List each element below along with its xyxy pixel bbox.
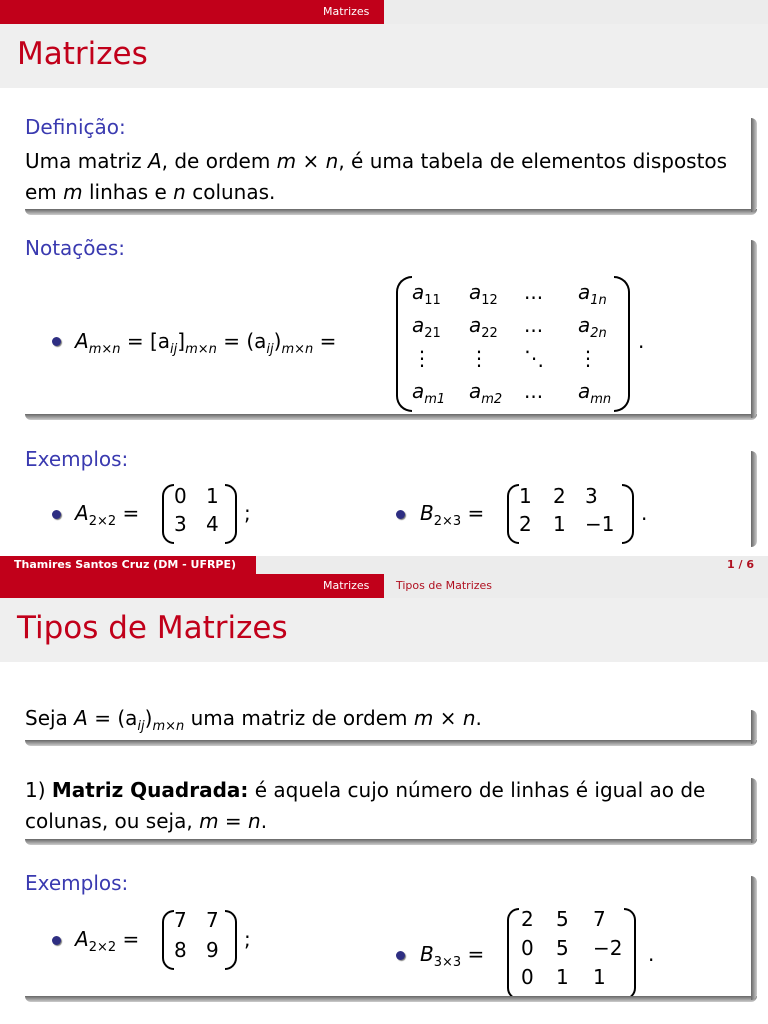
matrix-cell: $a_{12}$ [469, 280, 498, 308]
matrix-cell: $a_{11}$ [412, 280, 441, 308]
slide2-title-bar [0, 598, 768, 662]
intro-shadow-right [751, 710, 757, 744]
matrix-cell: 1 [593, 965, 606, 989]
intro-shadow [25, 740, 757, 746]
example-b-period: . [641, 501, 648, 525]
square-matrix-text: 1) Matriz Quadrada: é aquela cujo número de linhas é igual ao de colunas, ou seja, m = n. [25, 778, 706, 833]
matrix-cell: $a_{2n}$ [578, 313, 607, 341]
matrix-cell: 0 [521, 936, 534, 960]
matrix-cell: 0 [521, 965, 534, 989]
matrix-cell: 2 [553, 484, 566, 508]
matrix-cell: 7 [206, 908, 219, 932]
matrix-cell: ⋱ [524, 346, 544, 370]
footer-author: Thamires Santos Cruz (DM - UFRPE) [14, 558, 237, 571]
example2-a-left-paren [162, 910, 174, 970]
square-shadow [25, 839, 757, 845]
matrix-cell: 5 [556, 907, 569, 931]
matrix-cell: $a_{1n}$ [578, 280, 607, 308]
bullet-icon [396, 951, 405, 960]
matrix-cell: 2 [519, 512, 532, 536]
definition-label: Definição: [25, 115, 126, 139]
bullet-icon [52, 510, 61, 519]
examples2-shadow-right [751, 876, 757, 1000]
definition-shadow [25, 209, 757, 215]
footer-mid-bar [256, 556, 512, 574]
matrix-left-paren [396, 276, 412, 412]
notations-shadow [25, 414, 757, 420]
example2-a-right-paren [225, 910, 237, 970]
nav-section-link[interactable]: Matrizes [323, 5, 370, 18]
matrix-cell: $a_{mn}$ [578, 379, 612, 407]
matrix-cell: 7 [593, 907, 606, 931]
bullet-icon [52, 936, 61, 945]
matrix-cell: $a_{21}$ [412, 313, 441, 341]
matrix-cell: 8 [174, 938, 187, 962]
matrix-cell: ⋮ [578, 346, 598, 370]
definition-text: Uma matriz A, de ordem m × n, é uma tabela de elementos dispostos em m linhas e n colunas. [25, 149, 728, 204]
footer-page-number: 1 / 6 [727, 558, 754, 571]
matrix-cell: $a_{m1}$ [412, 379, 446, 407]
example2-a-name: $A_{2\times 2}$ = [75, 927, 140, 955]
matrix-cell: ... [524, 379, 544, 403]
slide2-navbar [0, 574, 768, 598]
example-a-right-paren [225, 484, 237, 544]
definition-shadow-right [751, 118, 757, 212]
example2-b-right-paren [624, 908, 636, 1000]
footer-author-bar [0, 556, 256, 574]
nav-right-bar [384, 0, 768, 24]
example-b-right-paren [622, 484, 634, 544]
matrix-cell: 7 [174, 908, 187, 932]
examples-label-1: Exemplos: [25, 447, 129, 471]
matrix-cell: −2 [593, 936, 623, 960]
notations-label: Notações: [25, 236, 125, 260]
example-a-left-paren [162, 484, 174, 544]
example2-b-name: $B_{3\times 3}$ = [420, 942, 485, 970]
bullet-icon [52, 337, 61, 346]
matrix-cell: 9 [206, 938, 219, 962]
examples-shadow-right [751, 451, 757, 547]
example-a-semicolon: ; [244, 501, 251, 525]
example2-b-period: . [648, 942, 655, 966]
example2-b-left-paren [507, 908, 519, 1000]
examples2-shadow [25, 996, 757, 1002]
matrix-cell: −1 [585, 512, 615, 536]
matrix-cell: ⋮ [412, 346, 432, 370]
slide2-title: Tipos de Matrizes [17, 610, 288, 646]
footer-page-bar [512, 556, 768, 574]
notations-shadow-right [751, 240, 757, 418]
nav-section-link[interactable]: Matrizes [323, 579, 370, 592]
matrix-cell: 1 [556, 965, 569, 989]
matrix-cell: $a_{22}$ [469, 313, 498, 341]
bullet-icon [396, 510, 405, 519]
matrix-cell: ⋮ [469, 346, 489, 370]
nav-subsection-link[interactable]: Tipos de Matrizes [396, 579, 493, 592]
example2-a-semicolon: ; [244, 927, 251, 951]
intro-text: Seja $A = (a_{ij})_{m\times n}$ uma matriz de ordem m × n. [25, 706, 482, 734]
matrix-cell: 3 [585, 484, 598, 508]
matrix-cell: 1 [519, 484, 532, 508]
matrix-cell: 2 [521, 907, 534, 931]
examples-label-2: Exemplos: [25, 871, 129, 895]
matrix-cell: 0 [174, 484, 187, 508]
slide1-title: Matrizes [17, 36, 148, 72]
matrix-right-paren [614, 276, 630, 412]
square-shadow-right [751, 778, 757, 843]
slide1-navbar [0, 0, 768, 24]
notation-end-period: . [638, 329, 645, 353]
matrix-cell: 3 [174, 512, 187, 536]
matrix-cell: 1 [206, 484, 219, 508]
matrix-cell: 5 [556, 936, 569, 960]
example-a-name: $A_{2\times 2}$ = [75, 501, 140, 529]
notation-formula: $A_{m\times n} = [a_{ij}]_{m\times n} = (a_{ij})_{m\times n}$ = [75, 329, 337, 357]
matrix-cell: 4 [206, 512, 219, 536]
slide1-title-bar [0, 24, 768, 88]
matrix-cell: 1 [553, 512, 566, 536]
example-b-name: $B_{2\times 3}$ = [420, 501, 485, 529]
matrix-cell: ... [524, 280, 544, 304]
matrix-cell: $a_{m2}$ [469, 379, 503, 407]
example-b-left-paren [507, 484, 519, 544]
matrix-cell: ... [524, 313, 544, 337]
